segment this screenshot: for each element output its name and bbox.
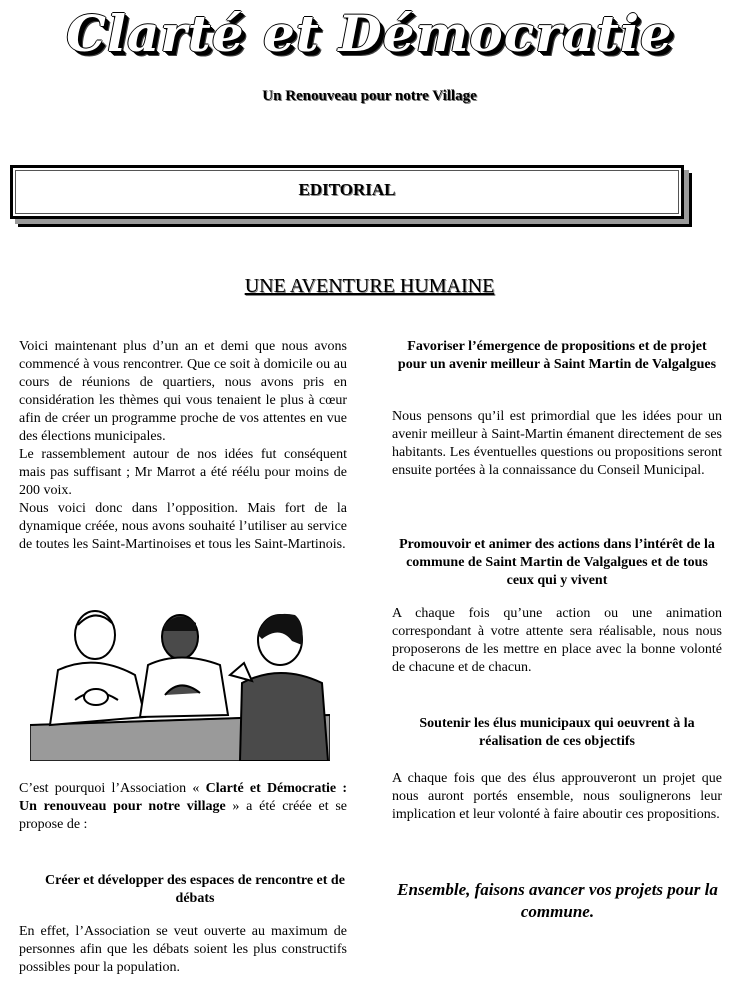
closing-slogan: Ensemble, faisons avancer vos projets pour la commune.: [397, 880, 718, 921]
subheading-actions-text: Promouvoir et animer des actions dans l’intérêt de la commune de Saint Martin de Valgalgues et de tous ceux qui y vivent: [399, 537, 715, 588]
subheading-proposals-text: Favoriser l’émergence de propositions et de projet pour un avenir meilleur à Saint Martin de Valgalgues: [397, 339, 717, 372]
meeting-illustration: [30, 605, 330, 761]
subheading-support: [392, 715, 722, 751]
opposition-paragraph: Nous voici donc dans l’opposition. Mais fort de la dynamique créée, nous avons souhaité l’utiliser au service de toutes les Saint-Martinoises et tous les Saint-Martinois.: [19, 501, 347, 552]
masthead-title: Clarté et Démocratie: [66, 4, 673, 63]
assoc-prefix: C’est pourquoi l’Association «: [19, 781, 206, 796]
assoc-name: Clarté et Démocratie : Un renouveau pour notre village: [19, 781, 347, 814]
subheading-meetings: Créer et développer des espaces de rencontre et de débats: [45, 873, 345, 906]
association-paragraph: [19, 780, 347, 834]
proposals-paragraph-text: Nous pensons qu’il est primordial que les idées pour un avenir meilleur à Saint-Martin émanent directement de ses habitants. Les éventuelles questions ou propositions seront ensuite portées à la connaissance du Conseil Municipal.: [392, 409, 722, 478]
assoc-suffix: » a été créée et se propose de :: [19, 799, 347, 832]
left-column: [19, 338, 347, 554]
election-paragraph: Le rassemblement autour de nos idées fut conséquent mais pas suffisant ; Mr Marrot a été réélu pour moins de 200 voix.: [19, 447, 347, 498]
support-paragraph-text: A chaque fois que des élus approuveront un projet que nous auront portés ensemble, nous soulignerons leur implication et leur volonté à faire aboutir ces propositions.: [392, 771, 722, 822]
section-label: EDITORIAL: [298, 180, 396, 199]
proposals-paragraph: [392, 408, 722, 480]
actions-paragraph: [392, 605, 722, 677]
masthead-subtitle: Un Renouveau pour notre Village: [262, 88, 477, 104]
article-headline: UNE AVENTURE HUMAINE: [244, 275, 495, 297]
section-banner: [10, 165, 684, 219]
meetings-paragraph: En effet, l’Association se veut ouverte au maximum de personnes afin que les débats soient les plus constructifs possibles pour la population.: [19, 924, 347, 975]
subheading-support-text: Soutenir les élus municipaux qui oeuvrent à la réalisation de ces objectifs: [419, 716, 695, 749]
intro-paragraph: Voici maintenant plus d’un an et demi que nous avons commencé à vous rencontrer. Que ce soit à domicile ou au cours de réunions de quartiers, nous avons pris en considération les thèmes qui vous tenaient le plus à cœur afin de créer un programme proche de vos attentes en vue des élections municipales.: [19, 339, 347, 444]
actions-paragraph-text: A chaque fois qu’une action ou une animation correspondant à votre attente sera réalisable, nous nous proposerons de les mettre en place avec la bonne volonté de chacune et de chacun.: [392, 606, 722, 675]
subheading-proposals: [392, 338, 722, 374]
subheading-actions: [392, 536, 722, 590]
support-paragraph: [392, 770, 722, 824]
